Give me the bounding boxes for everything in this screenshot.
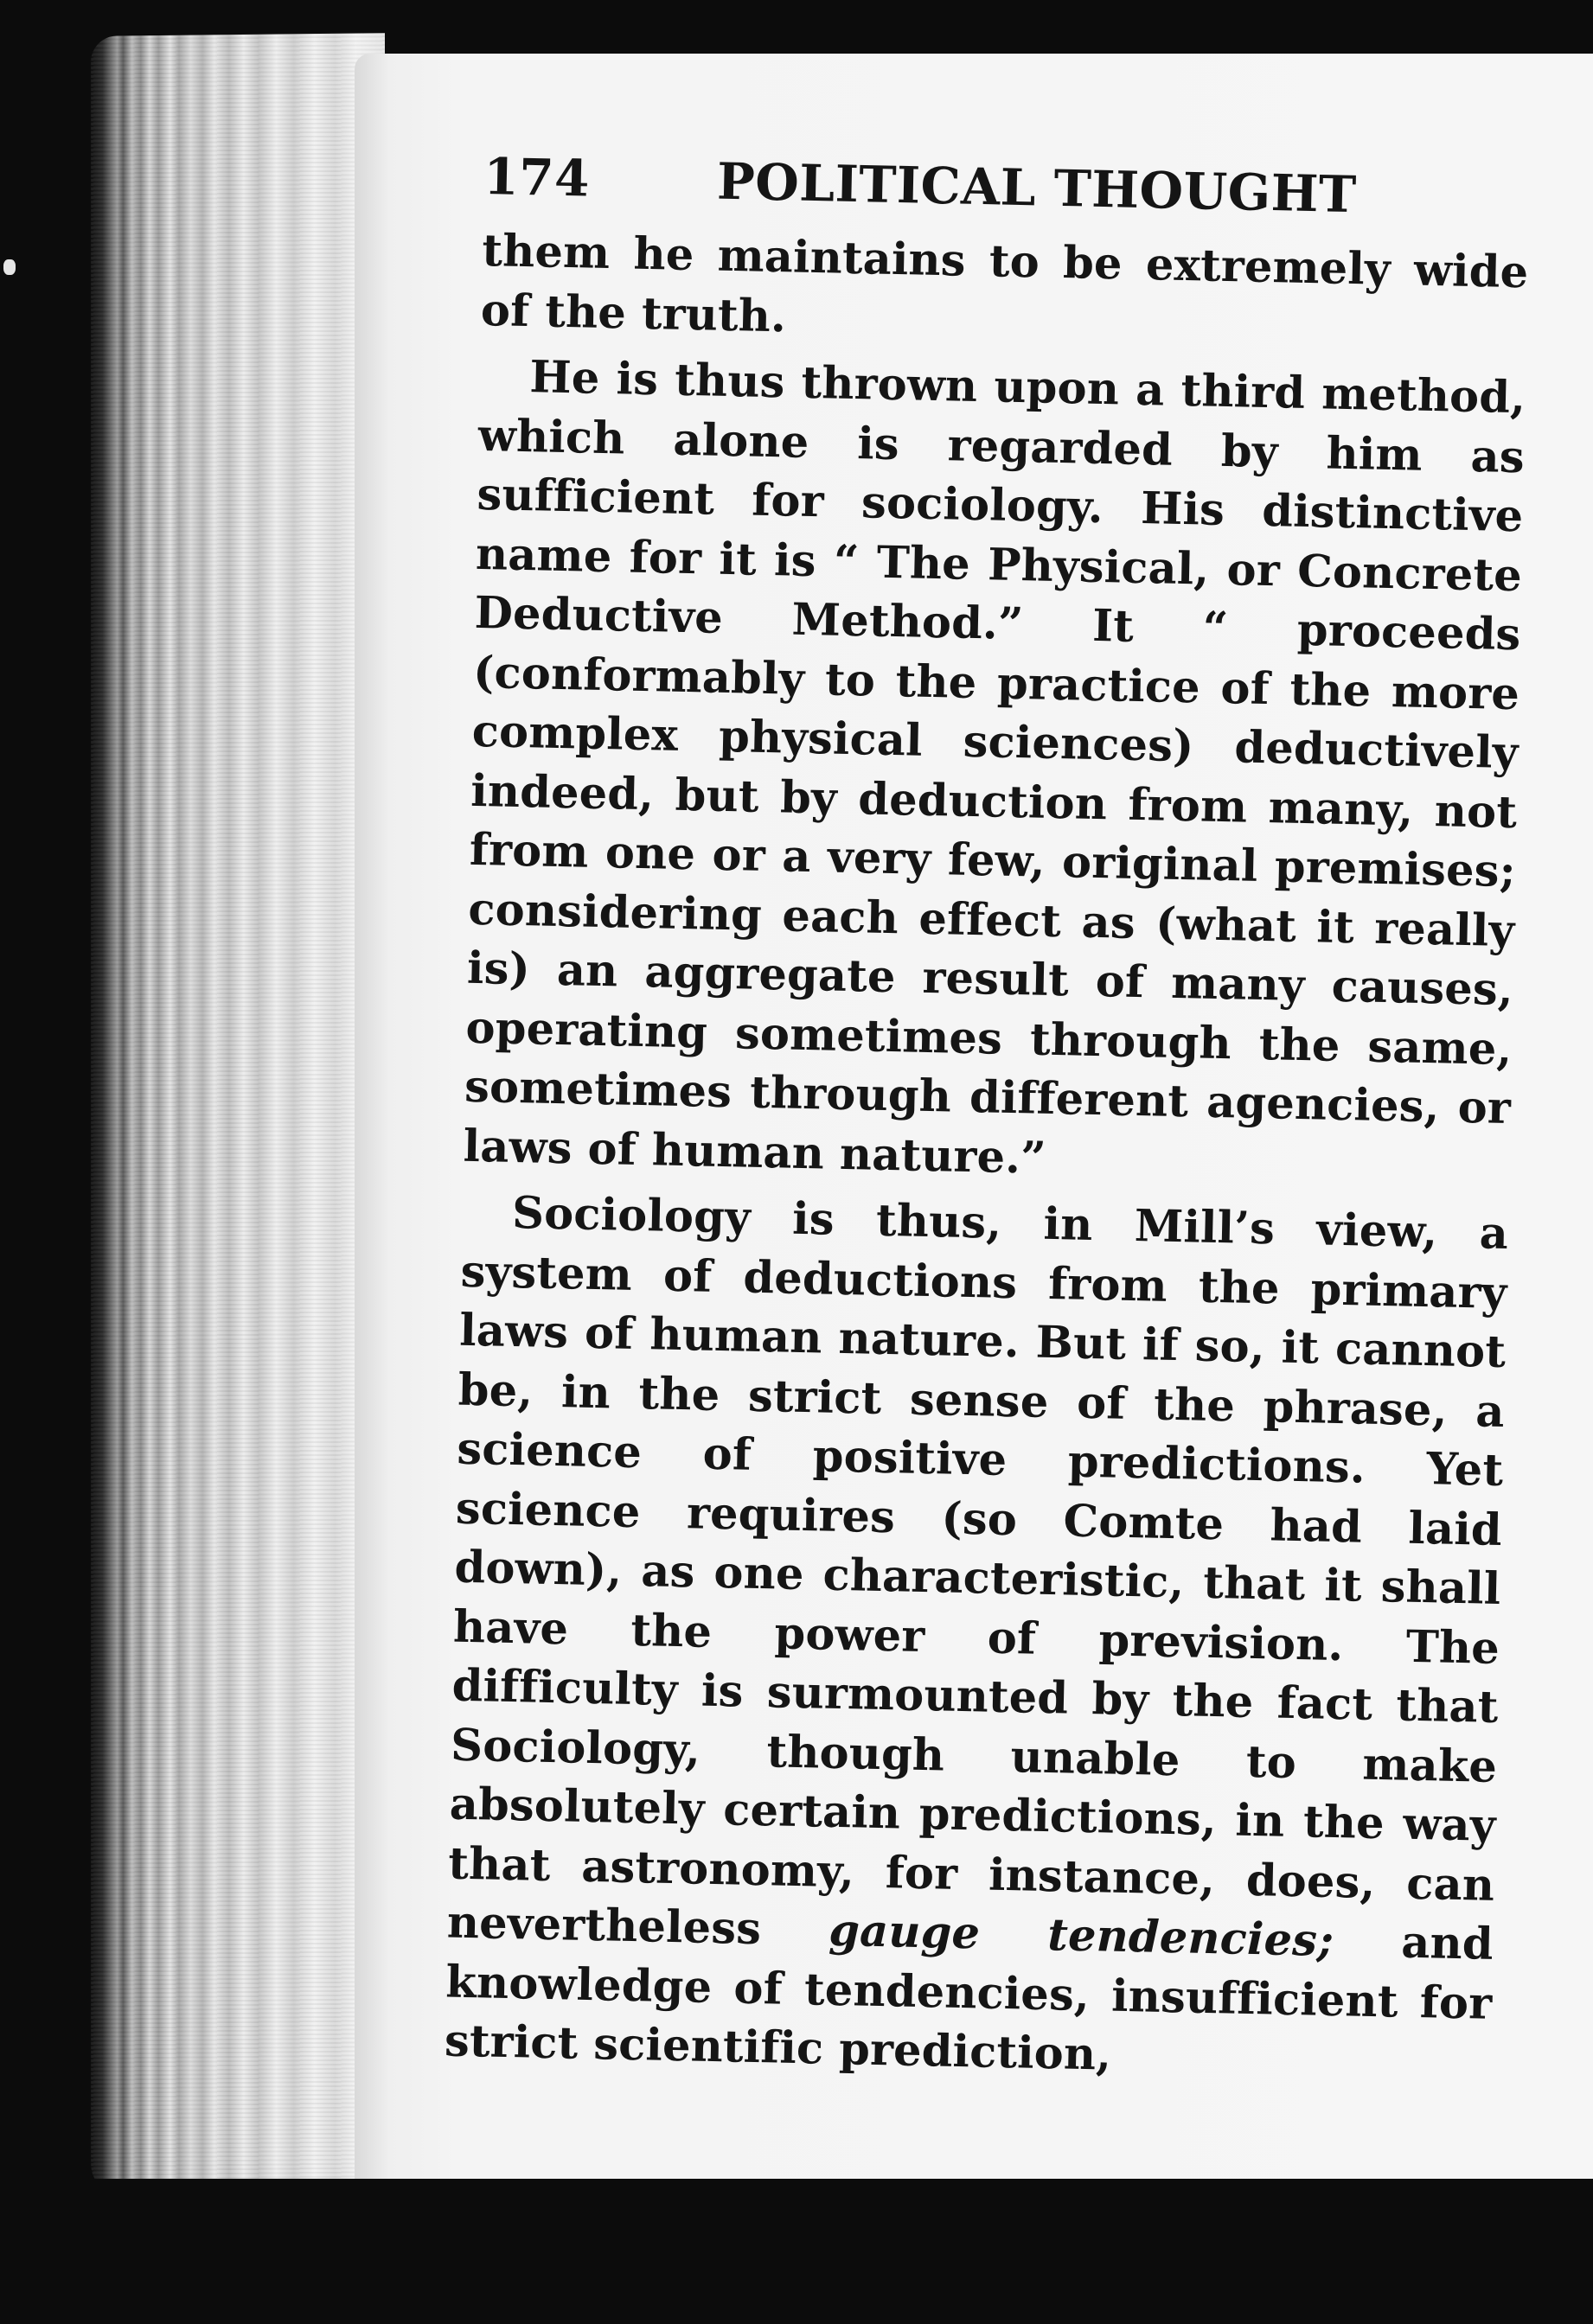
paragraph-3-text-start: Sociology is thus, in Mill’s view, a system of deductions from the primary laws of human nature. But if so, it cannot be, in the strict sense of the phrase, a science of positive predictions. Yet science requires (so Comte had laid down), as one characteristic, that it shall have the power of prevision. The difficulty is surmounted by the fact that Sociology, though unable to make absolutely certain predictions, in the way that astronomy, for instance, does, can nevertheless (446, 1186, 1509, 1957)
page-number: 174 (483, 147, 591, 208)
paragraph-1: them he maintains to be extremely wide of the truth. (480, 224, 1529, 342)
page-text-block (444, 147, 1531, 2099)
running-head-title: POLITICAL THOUGHT (716, 151, 1358, 225)
paragraph-2: He is thus thrown upon a third method, which alone is regarded by him as sufficient for sociology. His distinctive name for it is “ The Physical, or Concrete Deductive Method.” It “ proceeds (conformably to the practice of the more complex physical sciences) deductively indeed, but by deduction from many, not from one or a very few, original premises; considering each effect as (what it really is) an aggregate result of many causes, operating sometimes through the same, sometimes through different agencies, or laws of human nature.” (463, 351, 1526, 1184)
scan-bottom-shadow (0, 2179, 1593, 2324)
book-page-edges (91, 33, 385, 2198)
paragraph-3 (444, 1183, 1508, 2093)
paragraph-3-italic: gauge tendencies; (828, 1904, 1334, 1968)
paragraph-3-text-end: and knowledge of tendencies, insufficient for strict scientific prediction, (444, 1915, 1494, 2081)
scan-speck (3, 259, 16, 275)
